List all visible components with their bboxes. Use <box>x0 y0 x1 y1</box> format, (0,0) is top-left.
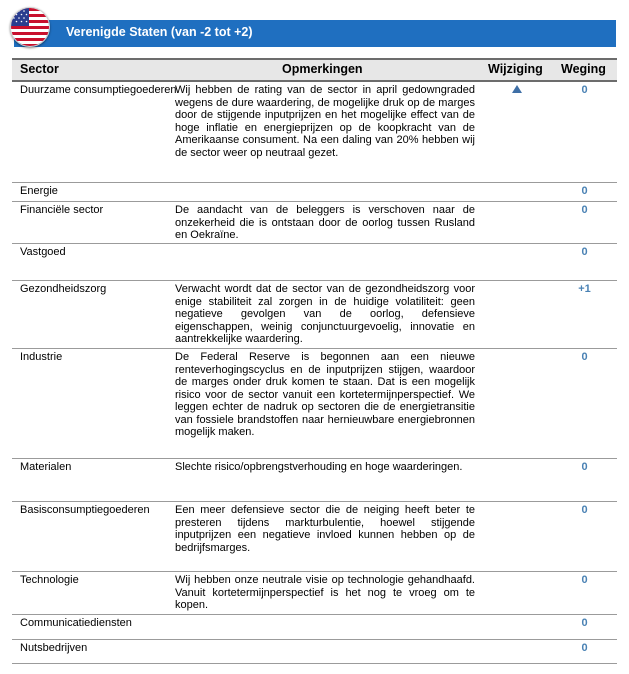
sector-remark: Slechte risico/opbrengstverhouding en hoge waarderingen. <box>175 461 463 473</box>
table-row-gezondheidszorg <box>12 281 617 349</box>
sector-name: Nutsbedrijven <box>20 642 88 654</box>
sector-weight: 0 <box>581 504 588 516</box>
sector-name: Energie <box>20 185 58 197</box>
sector-remark: Een meer defensieve sector die de neiging heeft beter te presteren tijdens markturbulentie, hoewel stijgende inputprijzen een negatieve invloed kunnen hebben op de bedrijfsmarges. <box>175 504 475 554</box>
change-cell <box>512 85 522 93</box>
sector-name: Industrie <box>20 351 63 363</box>
column-header-sector: Sector <box>20 62 59 76</box>
sector-weight: 0 <box>581 185 588 197</box>
table-row-industrie <box>12 349 617 459</box>
sector-name: Materialen <box>20 461 72 473</box>
table-row-basisconsumptiegoederen <box>12 502 617 572</box>
table-title: Verenigde Staten (van -2 tot +2) <box>66 25 253 39</box>
column-header-row <box>12 58 617 82</box>
sector-name: Vastgoed <box>20 246 66 258</box>
sector-name: Financiële sector <box>20 204 104 216</box>
sector-weight: 0 <box>581 204 588 216</box>
sector-name: Gezondheidszorg <box>20 283 107 295</box>
column-header-change: Wijziging <box>488 62 543 76</box>
us-flag-icon <box>10 7 50 47</box>
table-row-financiele-sector <box>12 202 617 244</box>
sector-name: Communicatiediensten <box>20 617 132 629</box>
column-header-remarks: Opmerkingen <box>282 62 363 76</box>
sector-name: Technologie <box>20 574 79 586</box>
arrow-up-icon <box>512 85 522 93</box>
table-row-duurzame-consumptiegoederen <box>12 82 617 183</box>
sector-weight: 0 <box>581 574 588 586</box>
sector-weight: +1 <box>578 283 591 295</box>
sector-name: Duurzame consumptiegoederen <box>20 84 177 96</box>
sector-weight: 0 <box>581 246 588 258</box>
sector-remark: Wij hebben de rating van de sector in april gedowngraded wegens de dure waardering, de mogelijke druk op de marges door de stijgende inputprijzen en het mogelijke effect van de hoge inflatie en energieprijzen op de koopkracht van de Amerikaanse consument. Na een daling van 20% hebben wij de sector weer op neutraal gezet. <box>175 84 475 159</box>
sector-remark: De Federal Reserve is begonnen aan een nieuwe renteverhogingscyclus en de inputprijzen stijgen, waardoor de marges onder druk komen te staan. Dat is een mogelijk risico voor de sector vanuit een kortetermijnperspectief. We leggen echter de nadruk op sectoren die de energietransitie van fossiele brandstoffen naar hernieuwbare energiebronnen mogelijk maken. <box>175 351 475 438</box>
table-row-energie <box>12 183 617 202</box>
sector-remark: De aandacht van de beleggers is verschoven naar de onzekerheid die is ontstaan door de oorlog tussen Rusland en Oekraïne. <box>175 204 475 241</box>
table-row-vastgoed <box>12 244 617 281</box>
sector-weight: 0 <box>581 642 588 654</box>
column-header-weight: Weging <box>561 62 606 76</box>
sector-weight: 0 <box>581 617 588 629</box>
sector-name: Basisconsumptiegoederen <box>20 504 150 516</box>
table-row-communicatiediensten <box>12 615 617 640</box>
table-row-nutsbedrijven <box>12 640 617 664</box>
sector-weight: 0 <box>581 84 588 96</box>
sector-remark: Wij hebben onze neutrale visie op technologie gehandhaafd. Vanuit kortetermijnperspectief is het nog te vroeg om te kopen. <box>175 574 475 611</box>
sector-remark: Verwacht wordt dat de sector van de gezondheidszorg voor enige stabiliteit zal zorgen in de huidige volatiliteit: geen negatieve gevolgen van de oorlog, defensieve eigenschappen, weinig conjunctuurgevoelig, innovatie en aantrekkelijke waardering. <box>175 283 475 345</box>
table-row-technologie <box>12 572 617 615</box>
table-row-materialen <box>12 459 617 502</box>
sector-weight: 0 <box>581 461 588 473</box>
sector-weight: 0 <box>581 351 588 363</box>
